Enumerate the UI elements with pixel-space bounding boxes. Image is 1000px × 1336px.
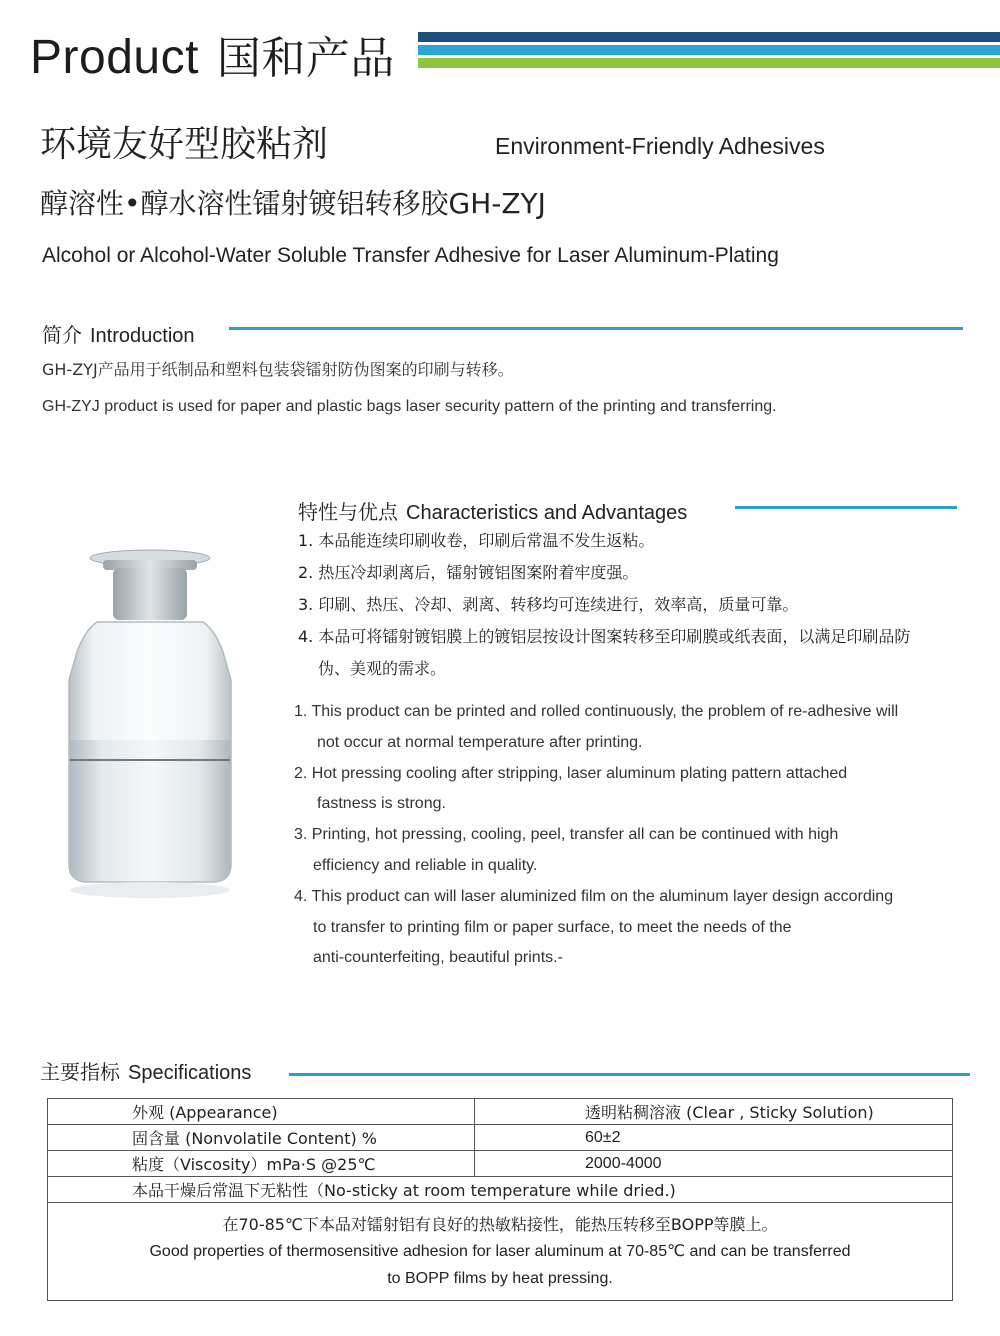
- list-item: 1. 本品能连续印刷收卷，印刷后常温不发生返粘。: [298, 531, 655, 550]
- category-title-cn: 环境友好型胶粘剂: [40, 124, 329, 165]
- characteristics-rule: [735, 506, 957, 509]
- spec-full-row: 本品干燥后常温下无粘性（No-sticky at room temperature while dried.): [48, 1177, 953, 1203]
- table-row: [48, 1125, 953, 1151]
- intro-text-cn: GH-ZYJ产品用于纸制品和塑料包装袋镭射防伪图案的印刷与转移。: [42, 360, 514, 379]
- intro-text-en: GH-ZYJ product is used for paper and plastic bags laser security pattern of the printing and transferring.: [42, 398, 777, 415]
- list-item: 4. 本品可将镭射镀铝膜上的镀铝层按设计图案转移至印刷膜或纸表面，以满足印刷品防 伪、美观的需求。: [298, 627, 911, 678]
- spec-note-en2: to BOPP films by heat pressing.: [387, 1270, 613, 1287]
- table-row: [48, 1203, 953, 1301]
- stopper-plug: [113, 568, 187, 620]
- stripe-bottom: [418, 58, 1000, 68]
- intro-rule: [229, 327, 963, 330]
- product-title-en: Alcohol or Alcohol-Water Soluble Transfer Adhesive for Laser Aluminum-Plating: [42, 244, 779, 267]
- specs-heading-en: Specifications: [128, 1062, 252, 1084]
- specs-rule: [289, 1073, 970, 1076]
- list-item: 2. 热压冷却剥离后，镭射镀铝图案附着牢度强。: [298, 563, 639, 582]
- brand-cn: 国和产品: [216, 33, 395, 84]
- list-item: 1. This product can be printed and rolled continuously, the problem of re-adhesive will not occur at normal temperature after printing.: [294, 703, 899, 751]
- intro-heading-en: Introduction: [90, 325, 195, 347]
- header-stripes: [418, 32, 1000, 71]
- brand-title: [30, 22, 395, 86]
- specs-heading: [40, 1056, 251, 1085]
- spec-value: 透明粘稠溶液 (Clear , Sticky Solution): [475, 1099, 953, 1125]
- category-title-en: Environment-Friendly Adhesives: [495, 133, 825, 159]
- table-row: [48, 1099, 953, 1125]
- list-item: 2. Hot pressing cooling after stripping, laser aluminum plating pattern attached fastness is strong.: [294, 764, 848, 813]
- bottle-image: [55, 530, 245, 910]
- spec-label: 外观 (Appearance): [48, 1099, 475, 1125]
- list-item: 4. This product can will laser aluminized film on the aluminum layer design according to transfer to printing film or paper surface, to meet the needs of the anti-counterfeiting, beautiful prints.-: [294, 887, 894, 967]
- specs-heading-cn: 主要指标: [40, 1060, 120, 1084]
- intro-heading-cn: 简介: [42, 323, 82, 347]
- characteristics-heading-en: Characteristics and Advantages: [406, 502, 688, 524]
- spec-label: 固含量 (Nonvolatile Content) %: [48, 1125, 475, 1151]
- characteristics-heading-cn: 特性与优点: [298, 500, 398, 524]
- stripe-mid: [418, 45, 1000, 55]
- specs-table: [47, 1098, 953, 1301]
- spec-value: 2000-4000: [475, 1151, 953, 1177]
- table-row: [48, 1151, 953, 1177]
- table-row: [48, 1177, 953, 1203]
- bottle-shadow: [70, 882, 230, 898]
- spec-note: [48, 1203, 953, 1301]
- spec-value: 60±2: [475, 1125, 953, 1151]
- spec-label: 粘度（Viscosity）mPa·S @25℃: [48, 1151, 475, 1177]
- characteristics-list-en: [294, 697, 898, 974]
- spec-note-en1: Good properties of thermosensitive adhesion for laser aluminum at 70-85℃ and can be transferred: [149, 1243, 851, 1260]
- product-title-cn: 醇溶性•醇水溶性镭射镀铝转移胶GH-ZYJ: [40, 187, 546, 220]
- bottle-liquid: [70, 740, 230, 881]
- stripe-top: [418, 32, 1000, 42]
- spec-note-cn: 在70-85℃下本品对镭射铝有良好的热敏粘接性，能热压转移至BOPP等膜上。: [222, 1215, 778, 1234]
- characteristics-list-cn: [298, 525, 910, 685]
- list-item: 3. 印刷、热压、冷却、剥离、转移均可连续进行，效率高，质量可靠。: [298, 595, 799, 614]
- intro-heading: [42, 319, 195, 348]
- list-item: 3. Printing, hot pressing, cooling, peel, transfer all can be continued with high efficiency and reliable in quality.: [294, 826, 839, 874]
- brand-en: Product: [30, 31, 199, 84]
- characteristics-heading: [298, 496, 687, 525]
